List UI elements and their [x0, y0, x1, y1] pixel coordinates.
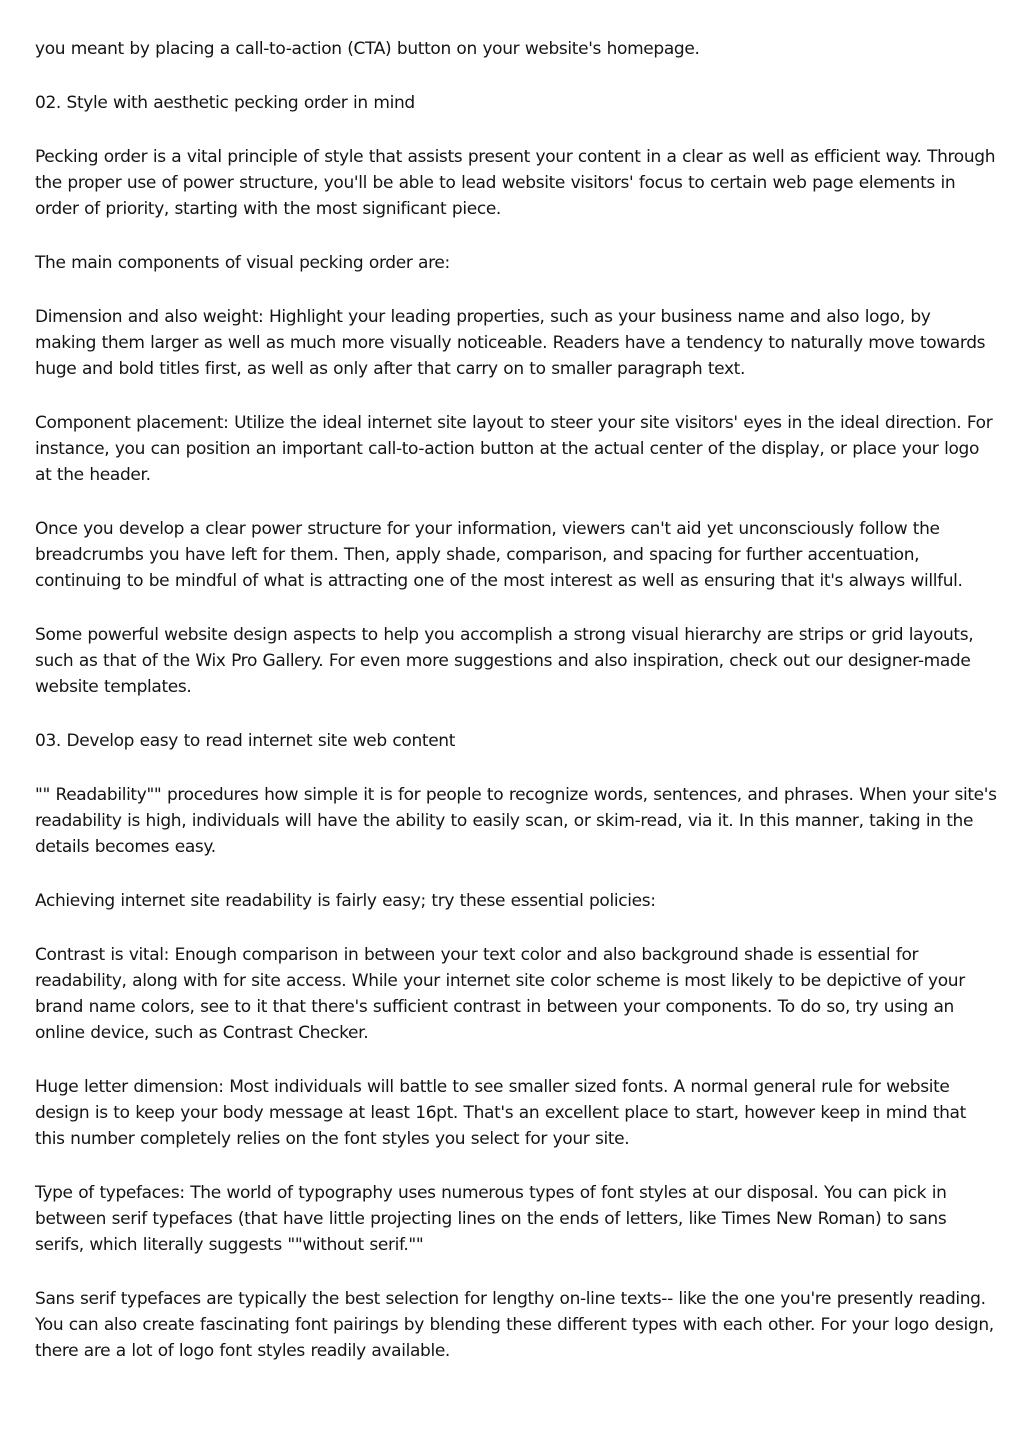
paragraph: The main components of visual pecking order are: — [35, 253, 450, 273]
paragraph: Pecking order is a vital principle of style that assists present your content in a clear as well as efficient way. Through the proper use of power structure, you'll be able to lead website visitors' focus to certain web page elements in order of priority, starting with the most significant piece. — [35, 147, 996, 219]
paragraph: Huge letter dimension: Most individuals will battle to see smaller sized fonts. A normal general rule for website design is to keep your body message at least 16pt. That's an excellent place to start, however keep in mind that this number completely relies on the font styles you select for your site. — [35, 1077, 966, 1149]
paragraph-cta-continuation: you meant by placing a call-to-action (CTA) button on your website's homepage. — [35, 39, 700, 59]
paragraph: Type of typefaces: The world of typography uses numerous types of font styles at our disposal. You can pick in between serif typefaces (that have little projecting lines on the ends of letters, like Times New Roman) to sans serifs, which literally suggests ""without serif."" — [35, 1183, 947, 1255]
paragraph: Achieving internet site readability is fairly easy; try these essential policies: — [35, 891, 656, 911]
paragraph: Dimension and also weight: Highlight your leading properties, such as your business name and also logo, by making them larger as well as much more visually noticeable. Readers have a tendency to naturally move towards huge and bold titles first, as well as only after that carry on to smaller paragraph text. — [35, 307, 986, 379]
paragraph: Component placement: Utilize the ideal internet site layout to steer your site visitors' eyes in the ideal direction. For instance, you can position an important call-to-action button at the actual center of the display, or place your logo at the header. — [35, 413, 993, 485]
section-heading-03: 03. Develop easy to read internet site web content — [35, 731, 456, 751]
paragraph: Sans serif typefaces are typically the best selection for lengthy on-line texts-- like the one you're presently reading. You can also create fascinating font pairings by blending these different types with each other. For your logo design, there are a lot of logo font styles readily available. — [35, 1289, 994, 1361]
document-body — [35, 36, 997, 1392]
paragraph: Contrast is vital: Enough comparison in between your text color and also background shade is essential for readability, along with for site access. While your internet site color scheme is most likely to be depictive of your brand name colors, see to it that there's sufficient contrast in between your components. To do so, try using an online device, such as Contrast Checker. — [35, 945, 965, 1043]
paragraph: Once you develop a clear power structure for your information, viewers can't aid yet unconsciously follow the breadcrumbs you have left for them. Then, apply shade, comparison, and spacing for further accentuation, continuing to be mindful of what is attracting one of the most interest as well as ensuring that it's always willful. — [35, 519, 963, 591]
section-heading-02: 02. Style with aesthetic pecking order in mind — [35, 93, 415, 113]
paragraph: "" Readability"" procedures how simple it is for people to recognize words, sentences, and phrases. When your site's readability is high, individuals will have the ability to easily scan, or skim-read, via it. In this manner, taking in the details becomes easy. — [35, 785, 997, 857]
paragraph: Some powerful website design aspects to help you accomplish a strong visual hierarchy are strips or grid layouts, such as that of the Wix Pro Gallery. For even more suggestions and also inspiration, check out our designer-made website templates. — [35, 625, 974, 697]
